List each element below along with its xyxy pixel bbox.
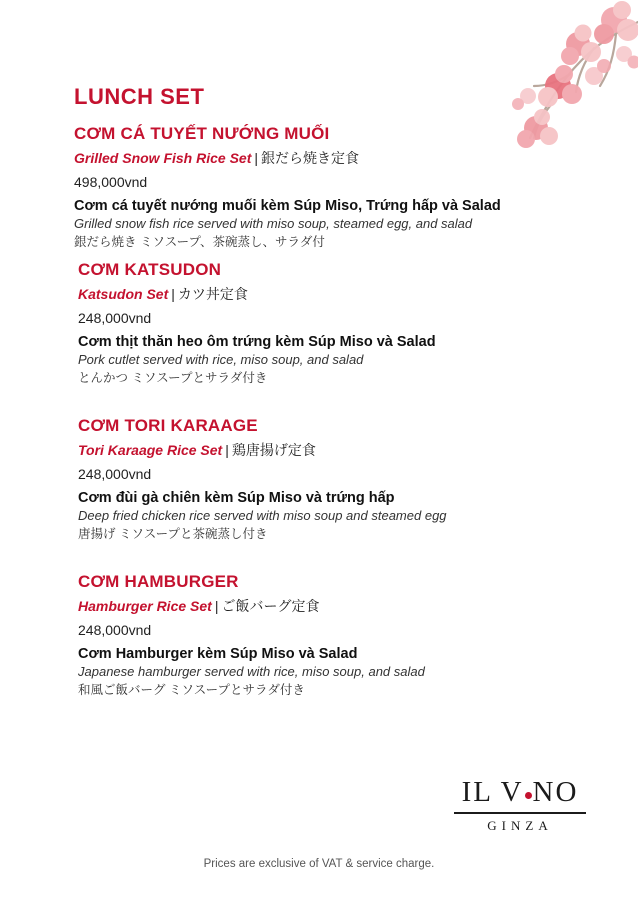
menu-item-name-vi: CƠM KATSUDON: [78, 260, 222, 279]
menu-item-name-jp: 鶏唐揚げ定食: [231, 442, 316, 458]
menu-item-subtitle: Katsudon Set | カツ丼定食: [78, 286, 248, 302]
brand-logo: [450, 778, 590, 834]
brand-logo-divider: [454, 812, 586, 814]
menu-item-name-jp: カツ丼定食: [177, 286, 248, 302]
menu-item-name-en: Grilled Snow Fish Rice Set: [74, 150, 252, 166]
menu-item: [74, 260, 574, 386]
menu-item-price: 248,000vnd: [78, 622, 152, 638]
brand-logo-wordmark: [462, 778, 579, 807]
menu-item-description-jp: 和風ご飯バーグ ミソスープとサラダ付き: [78, 683, 305, 697]
menu-content: [74, 84, 574, 704]
menu-item-description-vi: Cơm Hamburger kèm Súp Miso và Salad: [78, 646, 358, 662]
menu-item-description-jp: 銀だら焼き ミソスープ、茶碗蒸し、サラダ付: [74, 235, 325, 249]
menu-item-description-en: Pork cutlet served with rice, miso soup, and salad: [78, 352, 364, 367]
section-spacer: [74, 392, 574, 406]
brand-logo-subtitle: GINZA: [487, 818, 553, 833]
menu-item-description-vi: Cơm cá tuyết nướng muối kèm Súp Miso, Trứng hấp và Salad: [74, 198, 501, 214]
menu-item-name-vi: CƠM HAMBURGER: [78, 572, 239, 591]
menu-item-description-en: Grilled snow fish rice served with miso soup, steamed egg, and salad: [74, 216, 473, 231]
menu-item-name-en: Hamburger Rice Set: [78, 598, 212, 614]
page-title: LUNCH SET: [74, 84, 205, 109]
brand-logo-dot: [525, 792, 532, 799]
menu-item-name-en: Tori Karaage Rice Set: [78, 442, 223, 458]
menu-item-description-vi: Cơm đùi gà chiên kèm Súp Miso và trứng hấp: [78, 490, 395, 506]
menu-item-description-en: Deep fried chicken rice served with miso soup and steamed egg: [78, 508, 447, 523]
menu-item: [74, 416, 574, 542]
menu-item-price: 498,000vnd: [74, 174, 148, 190]
menu-item-subtitle: Tori Karaage Rice Set | 鶏唐揚げ定食: [78, 442, 316, 458]
menu-item-name-en: Katsudon Set: [78, 286, 169, 302]
menu-item-price: 248,000vnd: [78, 466, 152, 482]
menu-item-subtitle: Hamburger Rice Set | ご飯バーグ定食: [78, 598, 320, 614]
menu-item-name-jp: ご飯バーグ定食: [221, 598, 320, 614]
menu-item: [74, 124, 574, 250]
menu-item-price: 248,000vnd: [78, 310, 152, 326]
section-spacer: [74, 548, 574, 562]
menu-item-description-vi: Cơm thịt thăn heo ôm trứng kèm Súp Miso và Salad: [78, 334, 436, 350]
footer-note: Prices are exclusive of VAT & service charge.: [203, 858, 435, 870]
menu-item: [74, 572, 574, 698]
menu-item-description-jp: とんかつ ミソスープとサラダ付き: [78, 371, 268, 385]
menu-item-name-vi: CƠM TORI KARAAGE: [78, 416, 258, 435]
brand-name-part1: IL V: [461, 776, 524, 808]
menu-item-name-vi: CƠM CÁ TUYẾT NƯỚNG MUỐI: [74, 124, 330, 143]
menu-item-description-jp: 唐揚げ ミソスープと茶碗蒸し付き: [78, 527, 268, 541]
menu-item-subtitle: Grilled Snow Fish Rice Set | 銀だら焼き定食: [74, 150, 360, 166]
brand-name-part2: NO: [532, 776, 579, 808]
menu-item-name-jp: 銀だら焼き定食: [261, 150, 360, 166]
menu-item-description-en: Japanese hamburger served with rice, miso soup, and salad: [78, 664, 425, 679]
